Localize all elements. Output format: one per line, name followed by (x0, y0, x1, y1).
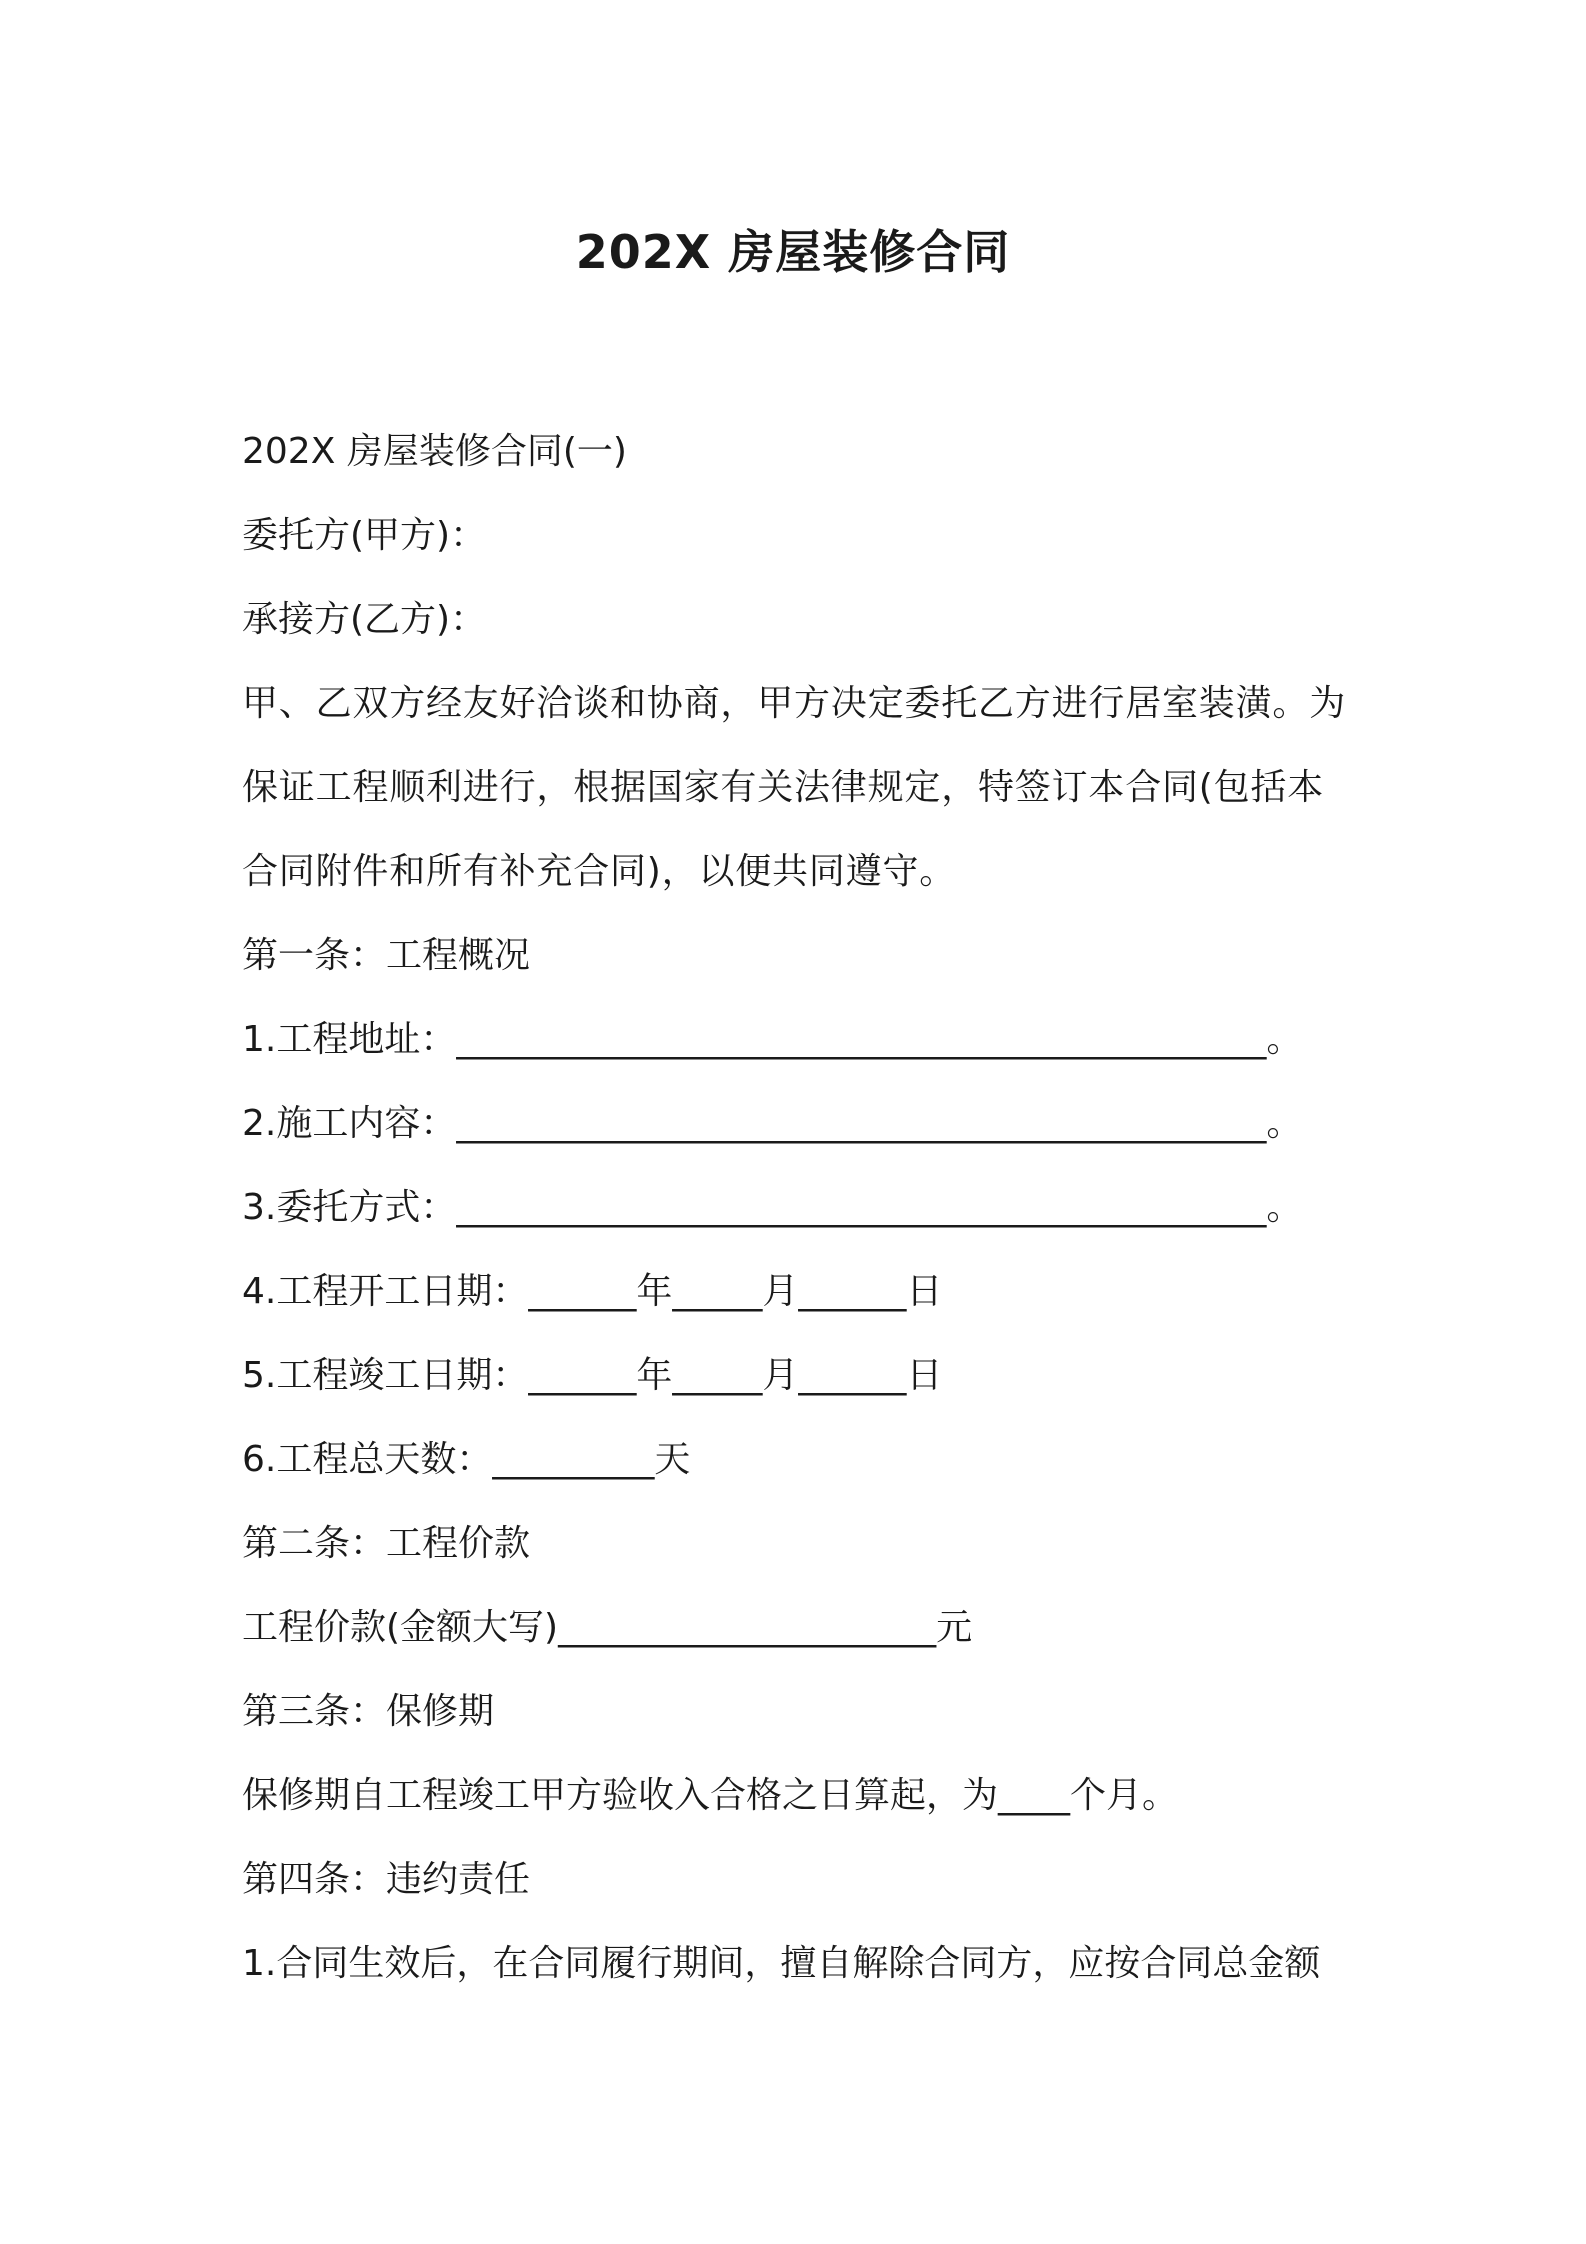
start-date-line: 4.工程开工日期：______年_____月______日 (242, 1271, 943, 1312)
liability-item-1-line: 1.合同生效后，在合同履行期间，擅自解除合同方，应按合同总金额 (242, 1943, 1321, 1984)
preamble-line: 甲、乙双方经友好洽谈和协商，甲方决定委托乙方进行居室装潢。为 (242, 683, 1347, 724)
end-date-line: 5.工程竣工日期：______年_____月______日 (242, 1355, 943, 1396)
article-4-heading: 第四条：违约责任 (242, 1859, 531, 1900)
document-title: 202X 房屋装修合同 (575, 225, 1011, 279)
preamble-line: 保证工程顺利进行，根据国家有关法律规定，特签订本合同(包括本 (242, 767, 1325, 808)
party-b-line: 承接方(乙方)： (242, 599, 487, 640)
preamble-paragraph (242, 662, 1362, 914)
article-2-heading: 第二条：工程价款 (242, 1523, 531, 1564)
preamble-line: 合同附件和所有补充合同)，以便共同遵守。 (242, 851, 957, 892)
party-a-line: 委托方(甲方)： (242, 515, 487, 556)
construction-content-line: 2.施工内容：_____________________________________________。 (242, 1103, 1303, 1144)
total-days-line: 6.工程总天数：_________天 (242, 1439, 691, 1480)
project-address-line: 1.工程地址：_____________________________________________。 (242, 1019, 1303, 1060)
project-price-line: 工程价款(金额大写)_____________________元 (242, 1607, 973, 1648)
document-body (242, 410, 1362, 2006)
entrust-method-line: 3.委托方式：_____________________________________________。 (242, 1187, 1303, 1228)
article-1-heading: 第一条：工程概况 (242, 935, 531, 976)
contract-subtitle: 202X 房屋装修合同(一) (242, 431, 627, 472)
warranty-period-line: 保修期自工程竣工甲方验收入合格之日算起，为____个月。 (242, 1775, 1179, 1816)
article-3-heading: 第三条：保修期 (242, 1691, 495, 1732)
